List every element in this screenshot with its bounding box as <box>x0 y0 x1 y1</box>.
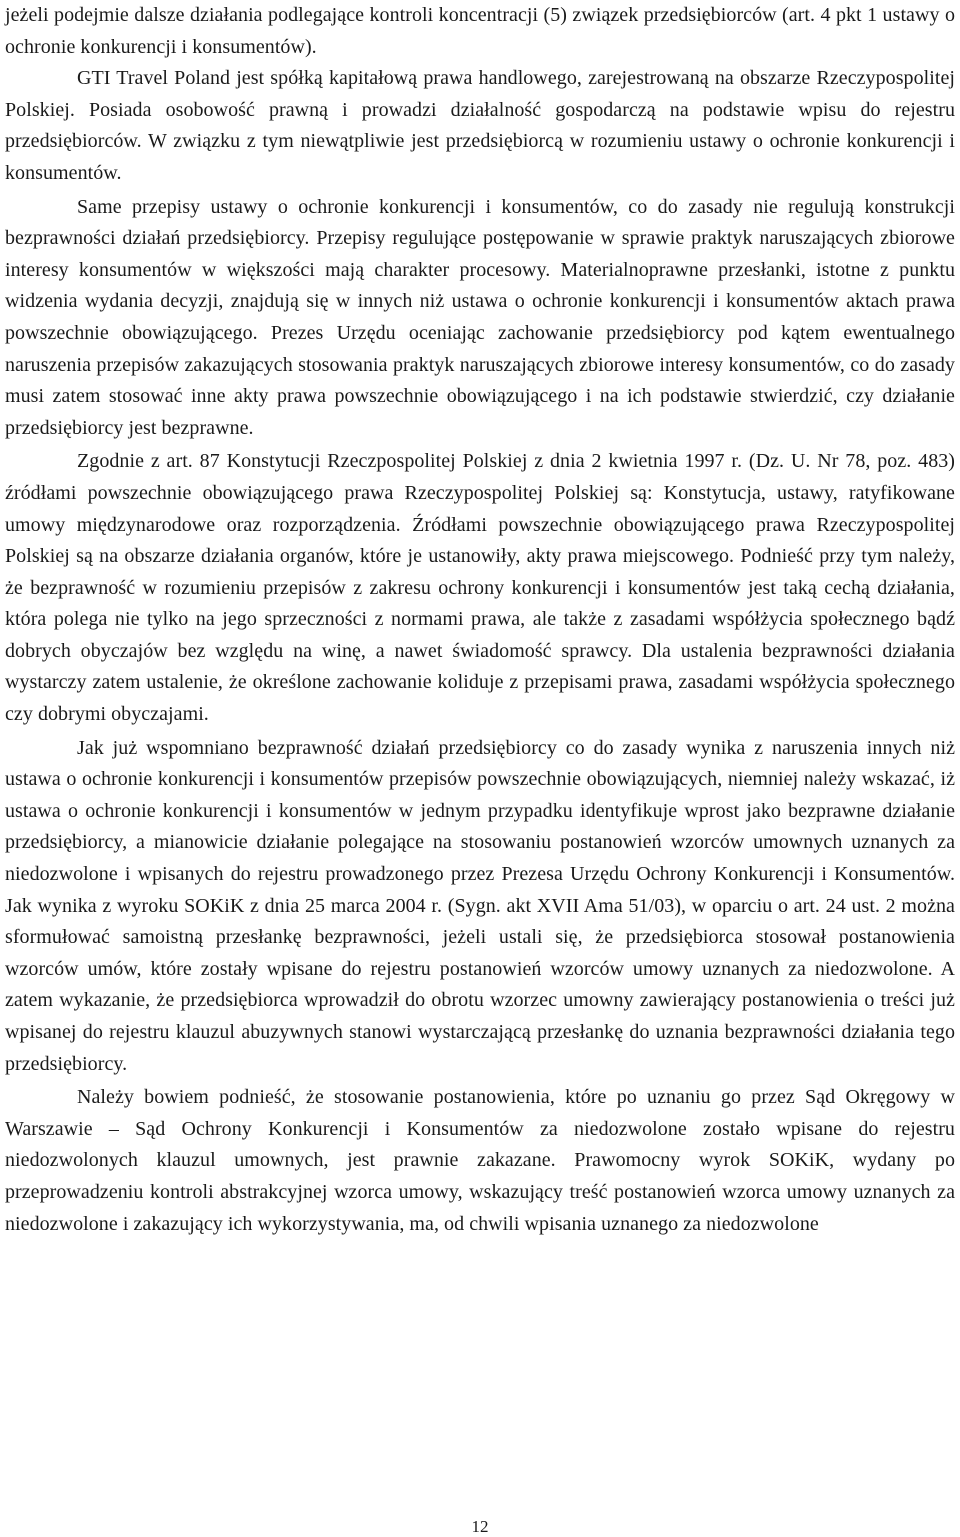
paragraph-konstytucja: Zgodnie z art. 87 Konstytucji Rzeczpospolitej Polskiej z dnia 2 kwietnia 1997 r. (Dz. U. Nr 78, poz. 483) źródłami powszechnie obowiązującego prawa Rzeczypospolitej Polskiej są: Konstytucja, ustawy, ratyfikowane umowy międzynarodowe oraz rozporządzenia. Źródłami powszechnie obowiązującego prawa Rzeczypospolitej Polskiej są na obszarze działania organów, które je ustanowiły, akty prawa miejscowego. Podnieść przy tym należy, że bezprawność w rozumieniu przepisów z zakresu ochrony konkurencji i konsumentów jest taką cechą działania, która polega nie tylko na jego sprzeczności z normami prawa, ale także z zasadami współżycia społecznego bądź dobrych obyczajów bez względu na winę, a nawet świadomość sprawcy. Dla ustalenia bezprawności działania wystarczy zatem ustalenie, że określone zachowanie koliduje z przepisami prawa, zasadami współżycia społecznego czy dobrymi obyczajami. <box>5 450 955 726</box>
page-number: 12 <box>471 1517 489 1536</box>
paragraph-bezprawnosc: Jak już wspomniano bezprawność działań przedsiębiorcy co do zasady wynika z naruszenia innych niż ustawa o ochronie konkurencji i konsumentów przepisów powszechnie obowiązujących, niemniej należy wskazać, iż ustawa o ochronie konkurencji i konsumentów w jednym przypadku identyfikuje wprost jako bezprawne działanie przedsiębiorcy, a mianowicie działanie polegające na stosowaniu postanowień wzorców umownych uznanych za niedozwolone i wpisanych do rejestru prowadzonego przez Prezesa Urzędu Ochrony Konkurencji i Konsumentów. Jak wynika z wyroku SOKiK z dnia 25 marca 2004 r. (Sygn. akt XVII Ama 51/03), w oparciu o art. 24 ust. 2 można sformułować samoistną przesłankę bezprawności, jeżeli ustali się, że przedsiębiorca stosował postanowienia wzorców umów, które zostały wpisane do rejestru postanowień wzorców umowy uznanych za niedozwolone. A zatem wykazanie, że przedsiębiorca wprowadził do obrotu wzorzec umowny zawierający postanowienia o treści już wpisanej do rejestru klauzul abuzywnych stanowi wystarczającą przesłankę do uznania bezprawności działania tego przedsiębiorcy. <box>5 736 955 1075</box>
paragraph-wyrok-sokik: Należy bowiem podnieść, że stosowanie postanowienia, które po uznaniu go przez Sąd Okręgowy w Warszawie – Sąd Ochrony Konkurencji i Konsumentów za niedozwolone zostało wpisane do rejestru niedozwolonych klauzul umownych, jest prawnie zakazane. Prawomocny wyrok SOKiK, wydany po przeprowadzeniu kontroli abstrakcyjnej wzorca umowy, wskazujący treść postanowień wzorca umowy uznanych za niedozwolone i zakazujący ich wykorzystywania, ma, od chwili wpisania uznanego za niedozwolone <box>5 1086 955 1235</box>
document-page <box>5 0 955 1240</box>
paragraph-przepisy-ustawy: Same przepisy ustawy o ochronie konkurencji i konsumentów, co do zasady nie regulują konstrukcji bezprawności działań przedsiębiorcy. Przepisy regulujące postępowanie w sprawie praktyk naruszających zbiorowe interesy konsumentów w większości mają charakter procesowy. Materialnoprawne przesłanki, istotne z punktu widzenia wydania decyzji, znajdują się w innych niż ustawa o ochronie konkurencji i konsumentów aktach prawa powszechnie obowiązującego. Prezes Urzędu oceniając zachowanie przedsiębiorcy pod kątem ewentualnego naruszenia przepisów zakazujących stosowania praktyk naruszających zbiorowe interesy konsumentów, co do zasady musi zatem stosować inne akty prawa powszechnie obowiązującego i na ich podstawie stwierdzić, czy działanie przedsiębiorcy jest bezprawne. <box>5 195 955 439</box>
paragraph-gti-travel: GTI Travel Poland jest spółką kapitałową prawa handlowego, zarejestrowaną na obszarze Rzeczypospolitej Polskiej. Posiada osobowość prawną i prowadzi działalność gospodarczą na podstawie wpisu do rejestru przedsiębiorców. W związku z tym niewątpliwie jest przedsiębiorcą w rozumieniu ustawy o ochronie konkurencji i konsumentów. <box>5 67 955 184</box>
paragraph-continuation: jeżeli podejmie dalsze działania podlegające kontroli koncentracji (5) związek przedsiębiorców (art. 4 pkt 1 ustawy o ochronie konkurencji i konsumentów). <box>5 4 955 58</box>
